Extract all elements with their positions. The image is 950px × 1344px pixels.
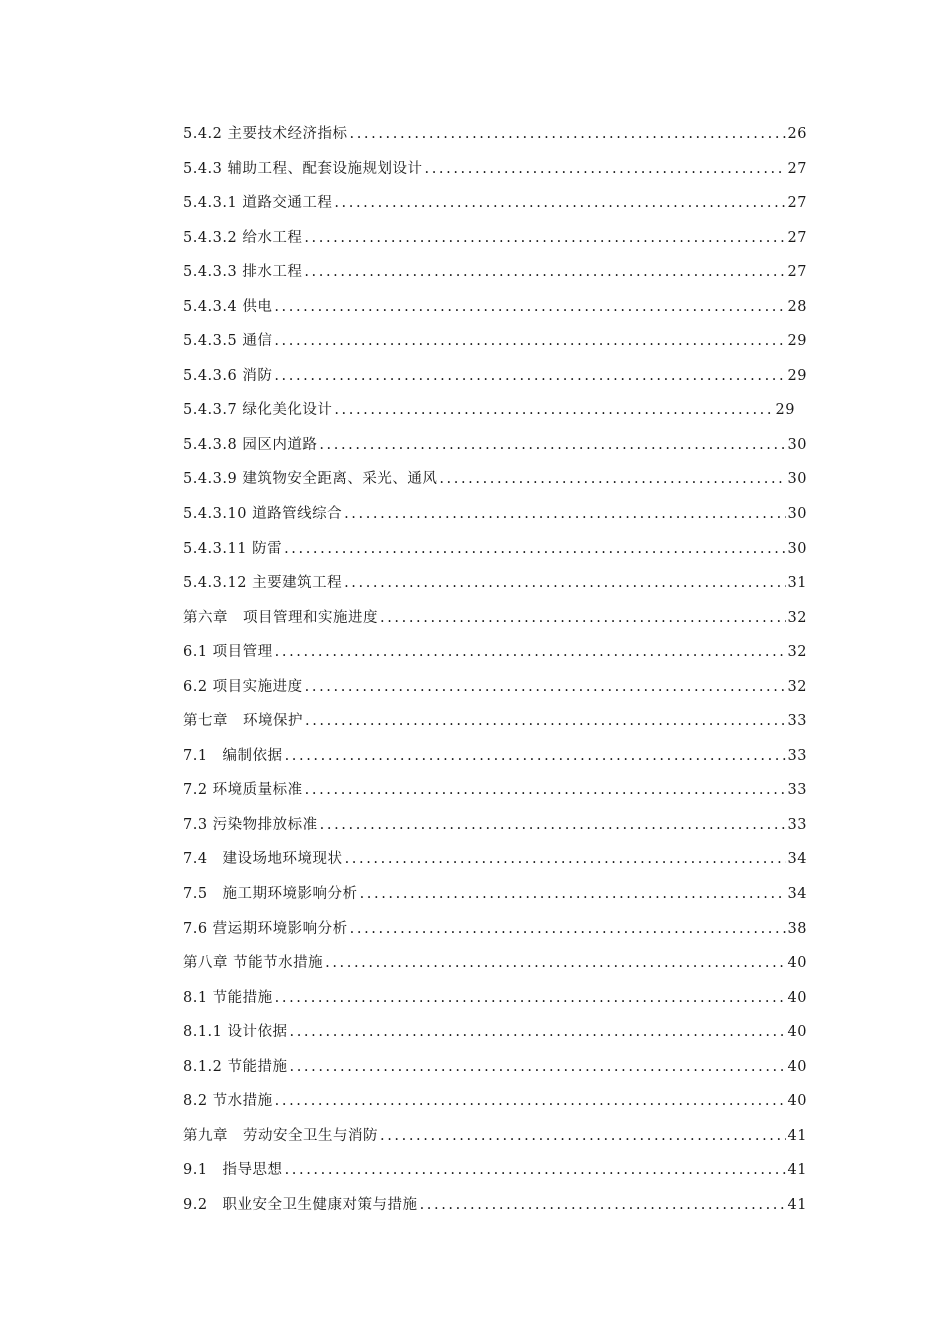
toc-entry-title: 8.1.1 设计依据 xyxy=(183,1024,288,1041)
toc-entry-page: 30 xyxy=(787,506,807,523)
dot-leader xyxy=(275,644,786,660)
toc-entry[interactable] xyxy=(183,571,807,606)
toc-entry[interactable] xyxy=(183,1020,807,1055)
dot-leader xyxy=(305,679,786,695)
toc-entry-page: 40 xyxy=(787,1024,807,1041)
dot-leader xyxy=(350,921,786,937)
dot-leader xyxy=(275,990,786,1006)
toc-entry-page: 29 xyxy=(787,333,807,350)
toc-entry[interactable] xyxy=(183,917,807,952)
dot-leader xyxy=(380,1128,786,1144)
toc-entry-page: 33 xyxy=(787,747,807,764)
dot-leader xyxy=(380,610,786,626)
dot-leader xyxy=(274,368,785,384)
toc-entry-title: 第六章 项目管理和实施进度 xyxy=(183,609,378,626)
toc-entry-title: 5.4.3.10 道路管线综合 xyxy=(183,506,343,523)
toc-entry[interactable] xyxy=(183,157,807,192)
toc-entry-page: 27 xyxy=(787,195,807,212)
dot-leader xyxy=(334,195,785,211)
dot-leader xyxy=(360,886,786,902)
toc-entry-title: 8.1.2 节能措施 xyxy=(183,1058,288,1075)
toc-entry[interactable] xyxy=(183,1055,807,1090)
toc-entry-page: 32 xyxy=(787,644,807,661)
dot-leader xyxy=(285,1162,786,1178)
toc-entry[interactable] xyxy=(183,537,807,572)
toc-entry[interactable] xyxy=(183,675,807,710)
toc-entry[interactable] xyxy=(183,606,807,641)
toc-entry[interactable] xyxy=(183,882,807,917)
dot-leader xyxy=(274,333,785,349)
toc-entry-title: 5.4.3.3 排水工程 xyxy=(183,264,303,281)
toc-entry[interactable] xyxy=(183,329,807,364)
toc-entry-title: 7.1 编制依据 xyxy=(183,747,283,764)
toc-entry[interactable] xyxy=(183,778,807,813)
toc-entry-title: 5.4.3.9 建筑物安全距离、采光、通风 xyxy=(183,471,438,488)
toc-entry-page: 40 xyxy=(787,1093,807,1110)
toc-entry[interactable] xyxy=(183,398,795,433)
dot-leader xyxy=(305,713,786,729)
toc-entry[interactable] xyxy=(183,260,807,295)
toc-entry[interactable] xyxy=(183,709,807,744)
toc-entry[interactable] xyxy=(183,295,807,330)
toc-entry-page: 34 xyxy=(787,886,807,903)
dot-leader xyxy=(304,264,785,280)
toc-entry-page: 27 xyxy=(787,264,807,281)
toc-entry-title: 7.4 建设场地环境现状 xyxy=(183,851,343,868)
toc-entry[interactable] xyxy=(183,122,807,157)
toc-entry[interactable] xyxy=(183,191,807,226)
dot-leader xyxy=(319,437,785,453)
toc-entry-page: 41 xyxy=(787,1127,807,1144)
toc-entry-title: 5.4.3.2 给水工程 xyxy=(183,229,303,246)
toc-entry-title: 6.2 项目实施进度 xyxy=(183,678,303,695)
toc-entry[interactable] xyxy=(183,502,807,537)
toc-entry-title: 5.4.3.6 消防 xyxy=(183,367,273,384)
toc-entry-page: 41 xyxy=(787,1196,807,1213)
toc-entry-page: 31 xyxy=(787,575,807,592)
toc-entry-title: 9.2 职业安全卫生健康对策与措施 xyxy=(183,1196,418,1213)
dot-leader xyxy=(345,851,786,867)
toc-entry-page: 26 xyxy=(787,126,807,142)
toc-entry-title: 7.3 污染物排放标准 xyxy=(183,816,318,833)
dot-leader xyxy=(350,126,786,142)
toc-entry-title: 5.4.3.11 防雷 xyxy=(183,540,283,557)
toc-entry-page: 40 xyxy=(787,1058,807,1075)
dot-leader xyxy=(325,955,785,971)
toc-entry-title: 6.1 项目管理 xyxy=(183,644,273,661)
toc-entry-page: 41 xyxy=(787,1162,807,1179)
toc-entry-page: 30 xyxy=(787,471,807,488)
toc-entry-title: 5.4.3 辅助工程、配套设施规划设计 xyxy=(183,160,423,177)
toc-entry-title: 第八章 节能节水措施 xyxy=(183,955,324,972)
dot-leader xyxy=(290,1059,786,1075)
toc-entry[interactable] xyxy=(183,640,807,675)
dot-leader xyxy=(274,299,785,315)
toc-entry[interactable] xyxy=(183,467,807,502)
dot-leader xyxy=(304,230,785,246)
toc-entry[interactable] xyxy=(183,986,807,1021)
toc-entry-page: 29 xyxy=(775,402,795,419)
dot-leader xyxy=(275,1093,786,1109)
dot-leader xyxy=(344,506,785,522)
toc-entry-page: 40 xyxy=(787,989,807,1006)
toc-entry-title: 8.1 节能措施 xyxy=(183,989,273,1006)
toc-entry-title: 5.4.2 主要技术经济指标 xyxy=(183,126,348,142)
toc-entry-page: 32 xyxy=(787,609,807,626)
dot-leader xyxy=(334,402,773,418)
toc-entry-page: 34 xyxy=(787,851,807,868)
toc-entry[interactable] xyxy=(183,847,807,882)
toc-entry[interactable] xyxy=(183,364,807,399)
toc-entry[interactable] xyxy=(183,744,807,779)
dot-leader xyxy=(285,748,786,764)
toc-entry-page: 27 xyxy=(787,160,807,177)
toc-entry[interactable] xyxy=(183,1089,807,1124)
toc-entry-title: 第七章 环境保护 xyxy=(183,713,303,730)
toc-entry-title: 5.4.3.5 通信 xyxy=(183,333,273,350)
toc-entry-title: 8.2 节水措施 xyxy=(183,1093,273,1110)
toc-entry[interactable] xyxy=(183,433,807,468)
toc-entry-page: 27 xyxy=(787,229,807,246)
toc-entry-page: 33 xyxy=(787,816,807,833)
dot-leader xyxy=(305,782,786,798)
toc-entry-page: 30 xyxy=(787,436,807,453)
toc-entry[interactable] xyxy=(183,1158,807,1193)
toc-entry-title: 7.6 营运期环境影响分析 xyxy=(183,920,348,937)
toc-entry-page: 28 xyxy=(787,298,807,315)
toc-entry-title: 第九章 劳动安全卫生与消防 xyxy=(183,1127,378,1144)
toc-entry-page: 40 xyxy=(787,955,807,972)
dot-leader xyxy=(420,1197,786,1213)
toc-entry-title: 5.4.3.1 道路交通工程 xyxy=(183,195,333,212)
toc-entry[interactable] xyxy=(183,951,807,986)
toc-entry[interactable] xyxy=(183,813,807,848)
toc-entry-title: 5.4.3.8 园区内道路 xyxy=(183,436,318,453)
toc-entry-page: 38 xyxy=(787,920,807,937)
toc-entry-title: 7.2 环境质量标准 xyxy=(183,782,303,799)
dot-leader xyxy=(425,161,786,177)
dot-leader xyxy=(284,541,785,557)
dot-leader xyxy=(320,817,786,833)
toc-entry-page: 33 xyxy=(787,713,807,730)
toc-entry-title: 5.4.3.12 主要建筑工程 xyxy=(183,575,343,592)
toc-entry-page: 29 xyxy=(787,367,807,384)
toc-entry[interactable] xyxy=(183,1124,807,1159)
toc-entry[interactable] xyxy=(183,1193,807,1228)
dot-leader xyxy=(439,471,785,487)
toc-entry-page: 33 xyxy=(787,782,807,799)
toc-entry[interactable] xyxy=(183,226,807,261)
toc-entry-title: 7.5 施工期环境影响分析 xyxy=(183,886,358,903)
toc-entry-page: 30 xyxy=(787,540,807,557)
toc-entry-title: 5.4.3.4 供电 xyxy=(183,298,273,315)
toc-entry-page: 32 xyxy=(787,678,807,695)
dot-leader xyxy=(290,1024,786,1040)
toc-entry-title: 9.1 指导思想 xyxy=(183,1162,283,1179)
toc-entry-title: 5.4.3.7 绿化美化设计 xyxy=(183,402,333,419)
dot-leader xyxy=(344,575,785,591)
table-of-contents xyxy=(183,122,807,1228)
